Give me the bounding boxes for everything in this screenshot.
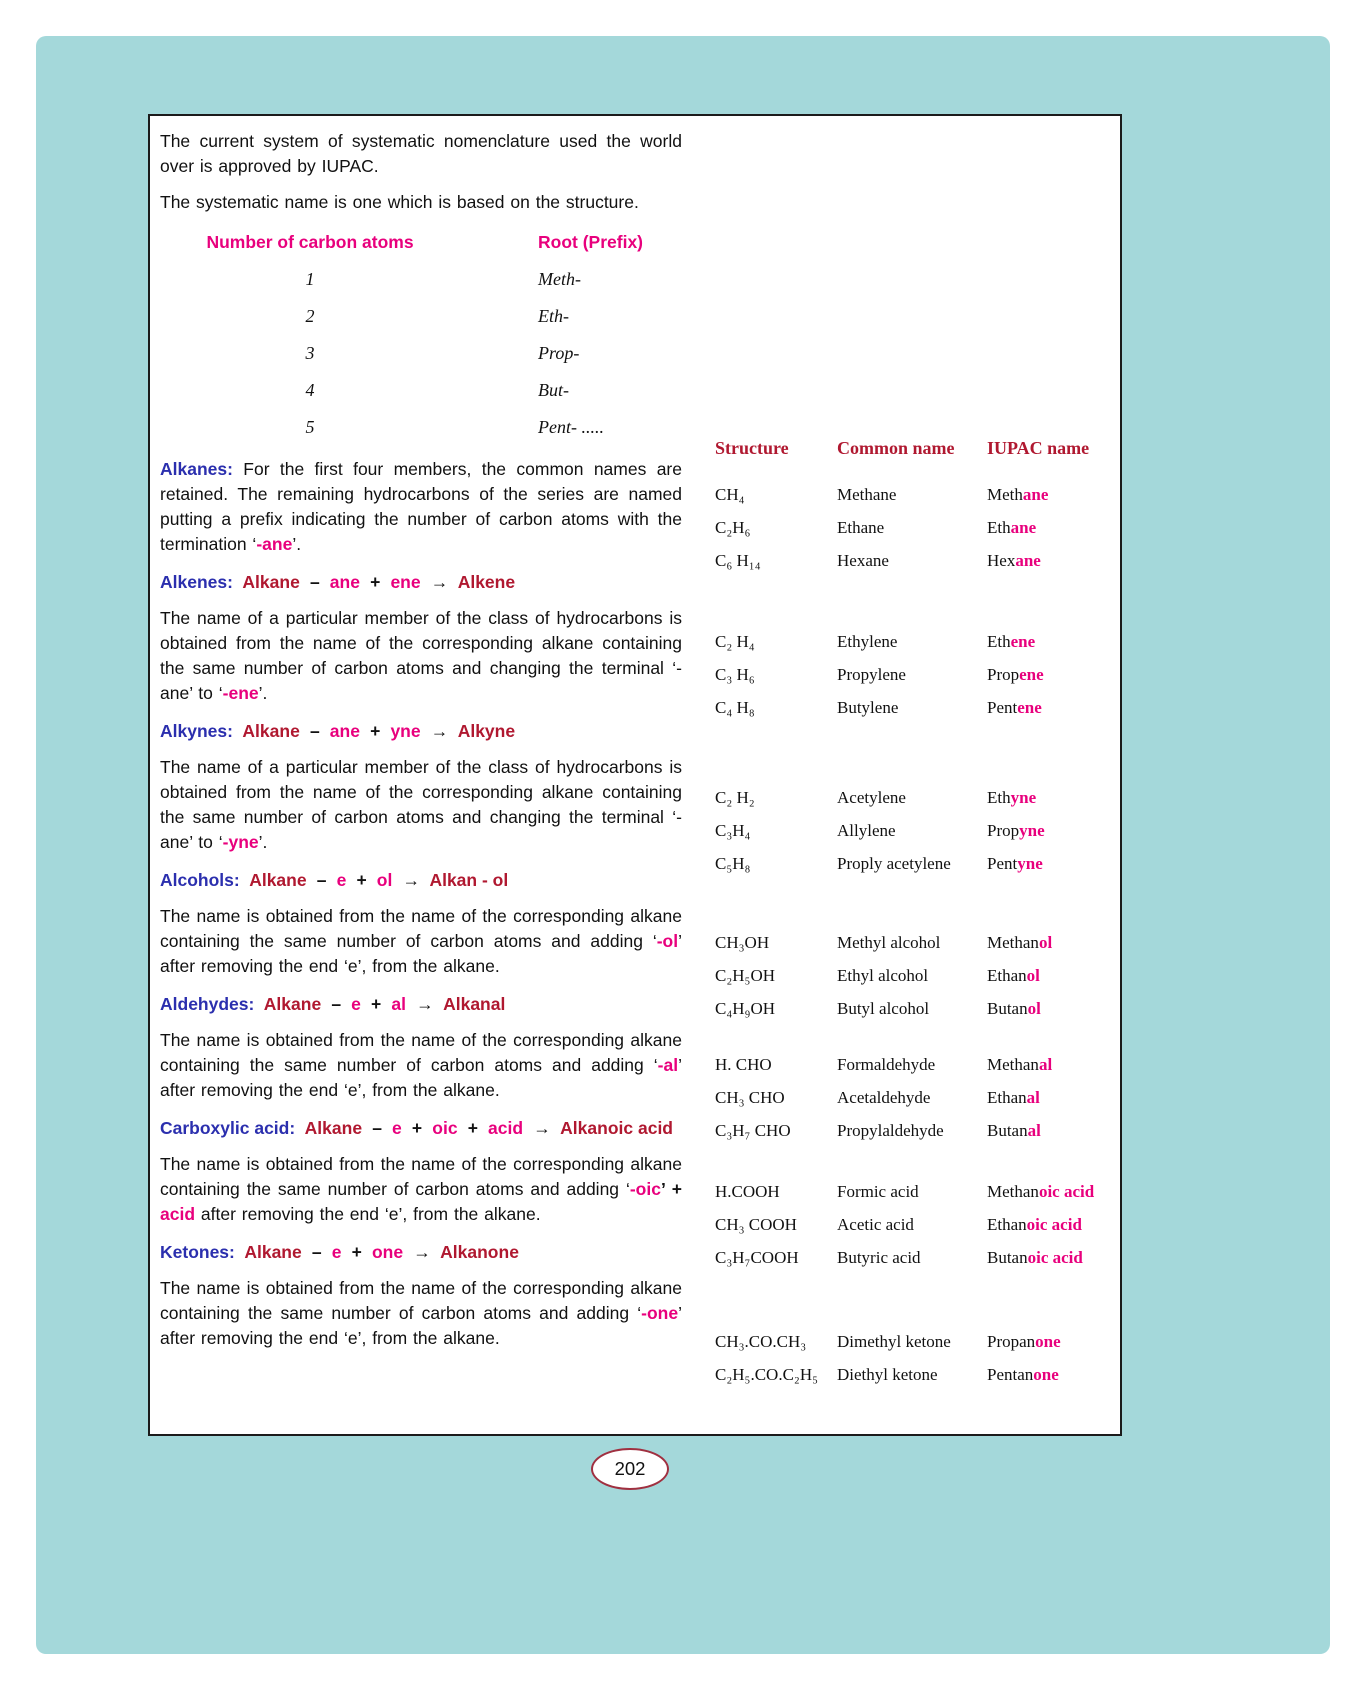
- iupac-name-cell: [987, 814, 1117, 847]
- formula-result: Alkanone: [440, 1242, 519, 1262]
- table-row: [715, 814, 1117, 847]
- table-row: [715, 1175, 1117, 1208]
- structure-cell: C₂ H₄: [715, 632, 755, 651]
- formula-dash: –: [311, 1242, 322, 1262]
- carboxylic-paragraph: [160, 1152, 682, 1227]
- iupac-suffix: oic acid: [1026, 1215, 1082, 1234]
- structure-cell: C₃H₇COOH: [715, 1248, 799, 1267]
- iupac-name-cell: [987, 1175, 1117, 1208]
- arrow-icon: →: [402, 870, 420, 890]
- formula-dash: –: [316, 870, 327, 890]
- alkynes-heading: [160, 719, 682, 744]
- aldehydes-paragraph: [160, 1028, 682, 1103]
- common-name-cell: Ethylene: [837, 632, 898, 651]
- common-name-cell: Methane: [837, 485, 897, 504]
- formula-suffix-added: yne: [390, 721, 421, 741]
- iupac-name-cell: [987, 658, 1117, 691]
- common-name-cell: Hexane: [837, 551, 889, 570]
- formula-plus: +: [351, 1242, 362, 1262]
- carboxylic-suffix-acid: acid: [160, 1204, 196, 1224]
- iupac-stem: Methan: [987, 933, 1039, 952]
- ketones-label: Ketones:: [160, 1242, 235, 1262]
- formula-dash: –: [309, 572, 320, 592]
- common-name-cell: Formic acid: [837, 1182, 919, 1201]
- table-row: [715, 1081, 1117, 1114]
- alkynes-label: Alkynes:: [160, 721, 233, 741]
- table-row: [715, 658, 1117, 691]
- iupac-name-cell: [987, 781, 1117, 814]
- iupac-stem: Pent: [987, 698, 1018, 717]
- alkanes-label: Alkanes:: [160, 459, 233, 479]
- formula-dash: –: [309, 721, 320, 741]
- table-row: [715, 1114, 1117, 1147]
- structure-cell: CH₃OH: [715, 933, 770, 952]
- structure-cell: C₂H₅.CO.C₂H₅: [715, 1365, 819, 1384]
- alkanes-text-end: ’.: [292, 534, 302, 554]
- table-row: [715, 781, 1117, 814]
- iupac-stem: Butan: [987, 1248, 1028, 1267]
- iupac-name-cell: [987, 1325, 1117, 1358]
- root-table-row: [160, 298, 682, 335]
- formula-suffix-removed: e: [392, 1118, 402, 1138]
- compound-group-carboxylic: [715, 1175, 1117, 1274]
- formula-suffix-removed: ane: [329, 721, 360, 741]
- alcohols-label: Alcohols:: [160, 870, 240, 890]
- iupac-name-cell: [987, 992, 1117, 1025]
- structure-cell: C₂H₅OH: [715, 966, 776, 985]
- formula-suffix-added: oic: [432, 1118, 458, 1138]
- formula-result: Alkan - ol: [429, 870, 509, 890]
- common-name-cell: Proply acetylene: [837, 854, 951, 873]
- common-name-cell: Dimethyl ketone: [837, 1332, 951, 1351]
- page-number: 202: [614, 1458, 646, 1479]
- root-table-row: [160, 261, 682, 298]
- formula-alkane: Alkane: [242, 572, 300, 592]
- formula-alkane: Alkane: [263, 994, 322, 1014]
- structure-cell: C₂H₆: [715, 518, 751, 537]
- alcohols-heading: [160, 868, 682, 893]
- content-box: [148, 114, 1122, 1436]
- compound-group-alcohols: [715, 926, 1117, 1025]
- iupac-suffix: ane: [1022, 485, 1049, 504]
- iupac-stem: Eth: [987, 788, 1011, 807]
- formula-plus: +: [411, 1118, 423, 1138]
- alkenes-text: The name of a particular member of the class of hydrocarbons is obtained from the name of the corresponding alkane containing the same number of carbon atoms and changing the terminal ‘-ane’ to ‘: [160, 608, 682, 703]
- alkynes-text-end: ’.: [258, 832, 268, 852]
- common-name-cell: Acetylene: [837, 788, 906, 807]
- carbon-count: 5: [305, 417, 315, 437]
- common-name-cell: Butyl alcohol: [837, 999, 930, 1018]
- carboxylic-heading: [160, 1116, 682, 1141]
- formula-plus: +: [370, 572, 381, 592]
- structure-header: Structure: [715, 438, 789, 458]
- alcohols-text: The name is obtained from the name of the corresponding alkane containing the same number of carbon atoms and adding ‘: [160, 906, 682, 951]
- section-aldehydes: [160, 992, 682, 1103]
- formula-suffix-added: ol: [376, 870, 393, 890]
- iupac-name-cell: [987, 691, 1117, 724]
- iupac-stem: Pent: [987, 854, 1018, 873]
- iupac-suffix: oic acid: [1038, 1182, 1095, 1201]
- formula-suffix-added: ene: [390, 572, 421, 592]
- iupac-suffix: yne: [1019, 821, 1045, 840]
- formula-suffix-removed: e: [336, 870, 347, 890]
- iupac-name-cell: [987, 1241, 1117, 1274]
- compound-group-alkynes: [715, 781, 1117, 880]
- alkenes-text-end: ’.: [258, 683, 268, 703]
- iupac-suffix: ene: [1010, 632, 1036, 651]
- common-name-cell: Formaldehyde: [837, 1055, 936, 1074]
- iupac-name-cell: [987, 625, 1117, 658]
- iupac-name-cell: [987, 1048, 1117, 1081]
- common-name-cell: Butyric acid: [837, 1248, 921, 1267]
- arrow-icon: →: [430, 721, 449, 741]
- structure-cell: C₃H₇ CHO: [715, 1121, 791, 1140]
- structure-cell: CH₃ COOH: [715, 1215, 797, 1234]
- formula-dash: –: [331, 994, 342, 1014]
- table-row: [715, 478, 1117, 511]
- iupac-stem: Ethan: [987, 1215, 1027, 1234]
- iupac-suffix: one: [1035, 1332, 1061, 1351]
- root-table-row: [160, 372, 682, 409]
- alkenes-label: Alkenes:: [160, 572, 233, 592]
- carbon-count: 1: [305, 269, 315, 289]
- structure-cell: C₄H₉OH: [715, 999, 776, 1018]
- formula-result: Alkanal: [443, 994, 506, 1014]
- aldehydes-text: The name is obtained from the name of the corresponding alkane containing the same number of carbon atoms and adding ‘: [160, 1030, 682, 1075]
- table-row: [715, 1048, 1117, 1081]
- structure-cell: CH₄: [715, 485, 745, 504]
- iupac-stem: Methan: [987, 1182, 1039, 1201]
- table-row: [715, 847, 1117, 880]
- formula-plus: +: [370, 721, 381, 741]
- compound-group-aldehydes: [715, 1048, 1117, 1147]
- table-row: [715, 1208, 1117, 1241]
- intro-paragraph-2: The systematic name is one which is based on the structure.: [160, 192, 639, 212]
- alcohols-text-end: ’ after removing the end ‘e’, from the alkane.: [160, 931, 682, 976]
- section-carboxylic-acid: [160, 1116, 682, 1227]
- ketones-text: The name is obtained from the name of the corresponding alkane containing the same number of carbon atoms and adding ‘: [160, 1278, 682, 1323]
- formula-plus: +: [356, 870, 367, 890]
- formula-alkane: Alkane: [242, 721, 300, 741]
- iupac-stem: Butan: [987, 1121, 1028, 1140]
- carbon-count: 2: [305, 306, 315, 326]
- common-name-cell: Propylene: [837, 665, 906, 684]
- iupac-suffix: ane: [1010, 518, 1037, 537]
- aldehydes-suffix: -al: [657, 1055, 679, 1075]
- carbon-count: 4: [305, 380, 315, 400]
- formula-result: Alkanoic acid: [560, 1118, 673, 1138]
- section-alcohols: [160, 868, 682, 979]
- carboxylic-suffix-oic: -oic: [629, 1179, 661, 1199]
- iupac-name-cell: [987, 478, 1117, 511]
- alkenes-paragraph: [160, 606, 682, 706]
- iupac-stem: Ethan: [987, 1088, 1027, 1107]
- table-row: [715, 1358, 1117, 1391]
- compound-table: [715, 116, 1117, 1434]
- alcohols-paragraph: [160, 904, 682, 979]
- structure-cell: CH₃ CHO: [715, 1088, 785, 1107]
- iupac-name-cell: [987, 1208, 1117, 1241]
- alkenes-heading: [160, 570, 682, 595]
- iupac-suffix: ol: [1038, 933, 1053, 952]
- root-prefix: Pent- .....: [538, 417, 604, 437]
- iupac-name-cell: [987, 1358, 1117, 1391]
- formula-suffix-acid: acid: [488, 1118, 524, 1138]
- carboxylic-plus: ’ +: [660, 1179, 682, 1199]
- structure-cell: H. CHO: [715, 1055, 772, 1074]
- iupac-suffix: ene: [1019, 665, 1044, 684]
- structure-cell: C₃H₄: [715, 821, 751, 840]
- alcohols-suffix: -ol: [656, 931, 679, 951]
- root-prefix: Prop-: [538, 343, 580, 363]
- formula-suffix-removed: e: [351, 994, 361, 1014]
- iupac-stem: Prop: [987, 821, 1020, 840]
- carbon-count: 3: [305, 343, 315, 363]
- iupac-name-cell: [987, 1114, 1117, 1147]
- table-row: [715, 691, 1117, 724]
- iupac-suffix: al: [1027, 1121, 1041, 1140]
- formula-suffix-added: one: [371, 1242, 404, 1262]
- ketones-paragraph: [160, 1276, 682, 1351]
- page-background: [36, 36, 1330, 1654]
- iupac-stem: Butan: [987, 999, 1028, 1018]
- structure-cell: C₄ H₈: [715, 698, 755, 717]
- compound-group-alkanes: [715, 478, 1117, 577]
- common-name-header: Common name: [837, 438, 955, 458]
- iupac-name-cell: [987, 544, 1117, 577]
- root-table-col2-header: Root (Prefix): [538, 232, 643, 252]
- root-table-rows: [160, 261, 682, 446]
- common-name-cell: Methyl alcohol: [837, 933, 941, 952]
- page-number-badge: [591, 1448, 669, 1490]
- root-table-row: [160, 409, 682, 446]
- compound-group-ketones: [715, 1325, 1117, 1391]
- root-prefix: Eth-: [538, 306, 569, 326]
- structure-cell: C₂ H₂: [715, 788, 755, 807]
- formula-suffix-added: al: [391, 994, 406, 1014]
- iupac-name-cell: [987, 959, 1117, 992]
- iupac-stem: Eth: [987, 632, 1011, 651]
- iupac-suffix: al: [1026, 1088, 1040, 1107]
- table-row: [715, 992, 1117, 1025]
- common-name-cell: Ethyl alcohol: [837, 966, 929, 985]
- iupac-stem: Propan: [987, 1332, 1036, 1351]
- aldehydes-text-end: ’ after removing the end ‘e’, from the alkane.: [160, 1055, 682, 1100]
- iupac-stem: Meth: [987, 485, 1023, 504]
- iupac-stem: Pentan: [987, 1365, 1034, 1384]
- iupac-suffix: oic acid: [1027, 1248, 1083, 1267]
- iupac-name-cell: [987, 847, 1117, 880]
- root-prefix: But-: [538, 380, 569, 400]
- table-row: [715, 959, 1117, 992]
- iupac-suffix: ol: [1027, 999, 1041, 1018]
- intro-paragraph-1: The current system of systematic nomenclature used the world over is approved by IUPAC.: [160, 131, 682, 176]
- section-alkynes: [160, 719, 682, 855]
- iupac-stem: Prop: [987, 665, 1020, 684]
- table-row: [715, 511, 1117, 544]
- formula-alkane: Alkane: [244, 1242, 302, 1262]
- alkynes-text: The name of a particular member of the class of hydrocarbons is obtained from the name of the corresponding alkane containing the same number of carbon atoms and changing the terminal ‘-ane’ to ‘: [160, 757, 682, 852]
- formula-dash: –: [372, 1118, 382, 1138]
- formula-alkane: Alkane: [304, 1118, 363, 1138]
- common-name-cell: Allylene: [837, 821, 896, 840]
- formula-result: Alkyne: [457, 721, 516, 741]
- table-row: [715, 544, 1117, 577]
- iupac-suffix: yne: [1017, 854, 1043, 873]
- structure-cell: C₅H₈: [715, 854, 751, 873]
- root-table-col1-header: Number of carbon atoms: [206, 232, 414, 252]
- common-name-cell: Diethyl ketone: [837, 1365, 938, 1384]
- aldehydes-heading: [160, 992, 682, 1017]
- iupac-name-cell: [987, 511, 1117, 544]
- arrow-icon: →: [413, 1242, 431, 1262]
- alkenes-suffix: -ene: [222, 683, 259, 703]
- alkynes-suffix: -yne: [222, 832, 259, 852]
- aldehydes-label: Aldehydes:: [160, 994, 255, 1014]
- iupac-suffix: one: [1033, 1365, 1059, 1384]
- iupac-name-cell: [987, 926, 1117, 959]
- carboxylic-text: The name is obtained from the name of the corresponding alkane containing the same number of carbon atoms and adding ‘: [160, 1154, 682, 1199]
- root-table-row: [160, 335, 682, 372]
- left-column: [160, 120, 682, 1351]
- iupac-suffix: yne: [1010, 788, 1037, 807]
- common-name-cell: Acetaldehyde: [837, 1088, 931, 1107]
- root-prefix: Meth-: [538, 269, 581, 289]
- alkanes-suffix: -ane: [256, 534, 293, 554]
- carboxylic-label: Carboxylic acid:: [160, 1118, 296, 1138]
- formula-suffix-removed: ane: [329, 572, 360, 592]
- structure-cell: C₆ H₁₄: [715, 551, 761, 570]
- arrow-icon: →: [533, 1118, 551, 1138]
- iupac-stem: Methan: [987, 1055, 1039, 1074]
- table-row: [715, 625, 1117, 658]
- formula-plus-2: +: [467, 1118, 478, 1138]
- iupac-stem: Eth: [987, 518, 1011, 537]
- compound-table-header: [715, 438, 1117, 459]
- section-alkanes: [160, 457, 682, 557]
- common-name-cell: Ethane: [837, 518, 885, 537]
- iupac-suffix: al: [1038, 1055, 1053, 1074]
- formula-alkane: Alkane: [249, 870, 307, 890]
- formula-suffix-removed: e: [331, 1242, 342, 1262]
- table-row: [715, 1325, 1117, 1358]
- formula-result: Alkene: [457, 572, 516, 592]
- iupac-name-cell: [987, 1081, 1117, 1114]
- common-name-cell: Propylaldehyde: [837, 1121, 944, 1140]
- structure-cell: CH₃.CO.CH₃: [715, 1332, 807, 1351]
- alkanes-paragraph: [160, 457, 682, 557]
- table-row: [715, 926, 1117, 959]
- root-table-header: [160, 227, 682, 257]
- section-alkenes: [160, 570, 682, 706]
- compound-group-alkenes: [715, 625, 1117, 724]
- carboxylic-text-end: after removing the end ‘e’, from the alkane.: [195, 1204, 541, 1224]
- iupac-suffix: ane: [1015, 551, 1041, 570]
- alkanes-text: For the first four members, the common names are retained. The remaining hydrocarbons of the series are named putting a prefix indicating the number of carbon atoms with the termination ‘: [160, 459, 682, 554]
- formula-plus: +: [371, 994, 382, 1014]
- ketones-suffix: -one: [641, 1303, 679, 1323]
- iupac-stem: Ethan: [987, 966, 1027, 985]
- structure-cell: H.COOH: [715, 1182, 780, 1201]
- iupac-suffix: ene: [1017, 698, 1042, 717]
- common-name-cell: Butylene: [837, 698, 899, 717]
- arrow-icon: →: [416, 994, 434, 1014]
- structure-cell: C₃ H₆: [715, 665, 755, 684]
- table-row: [715, 1241, 1117, 1274]
- iupac-stem: Hex: [987, 551, 1016, 570]
- ketones-text-end: ’ after removing the end ‘e’, from the alkane.: [160, 1303, 682, 1348]
- alkynes-paragraph: [160, 755, 682, 855]
- iupac-name-header: IUPAC name: [987, 438, 1090, 458]
- iupac-suffix: ol: [1026, 966, 1040, 985]
- root-prefix-table: [160, 227, 682, 446]
- arrow-icon: →: [430, 572, 449, 592]
- section-ketones: [160, 1240, 682, 1351]
- ketones-heading: [160, 1240, 682, 1265]
- common-name-cell: Acetic acid: [837, 1215, 914, 1234]
